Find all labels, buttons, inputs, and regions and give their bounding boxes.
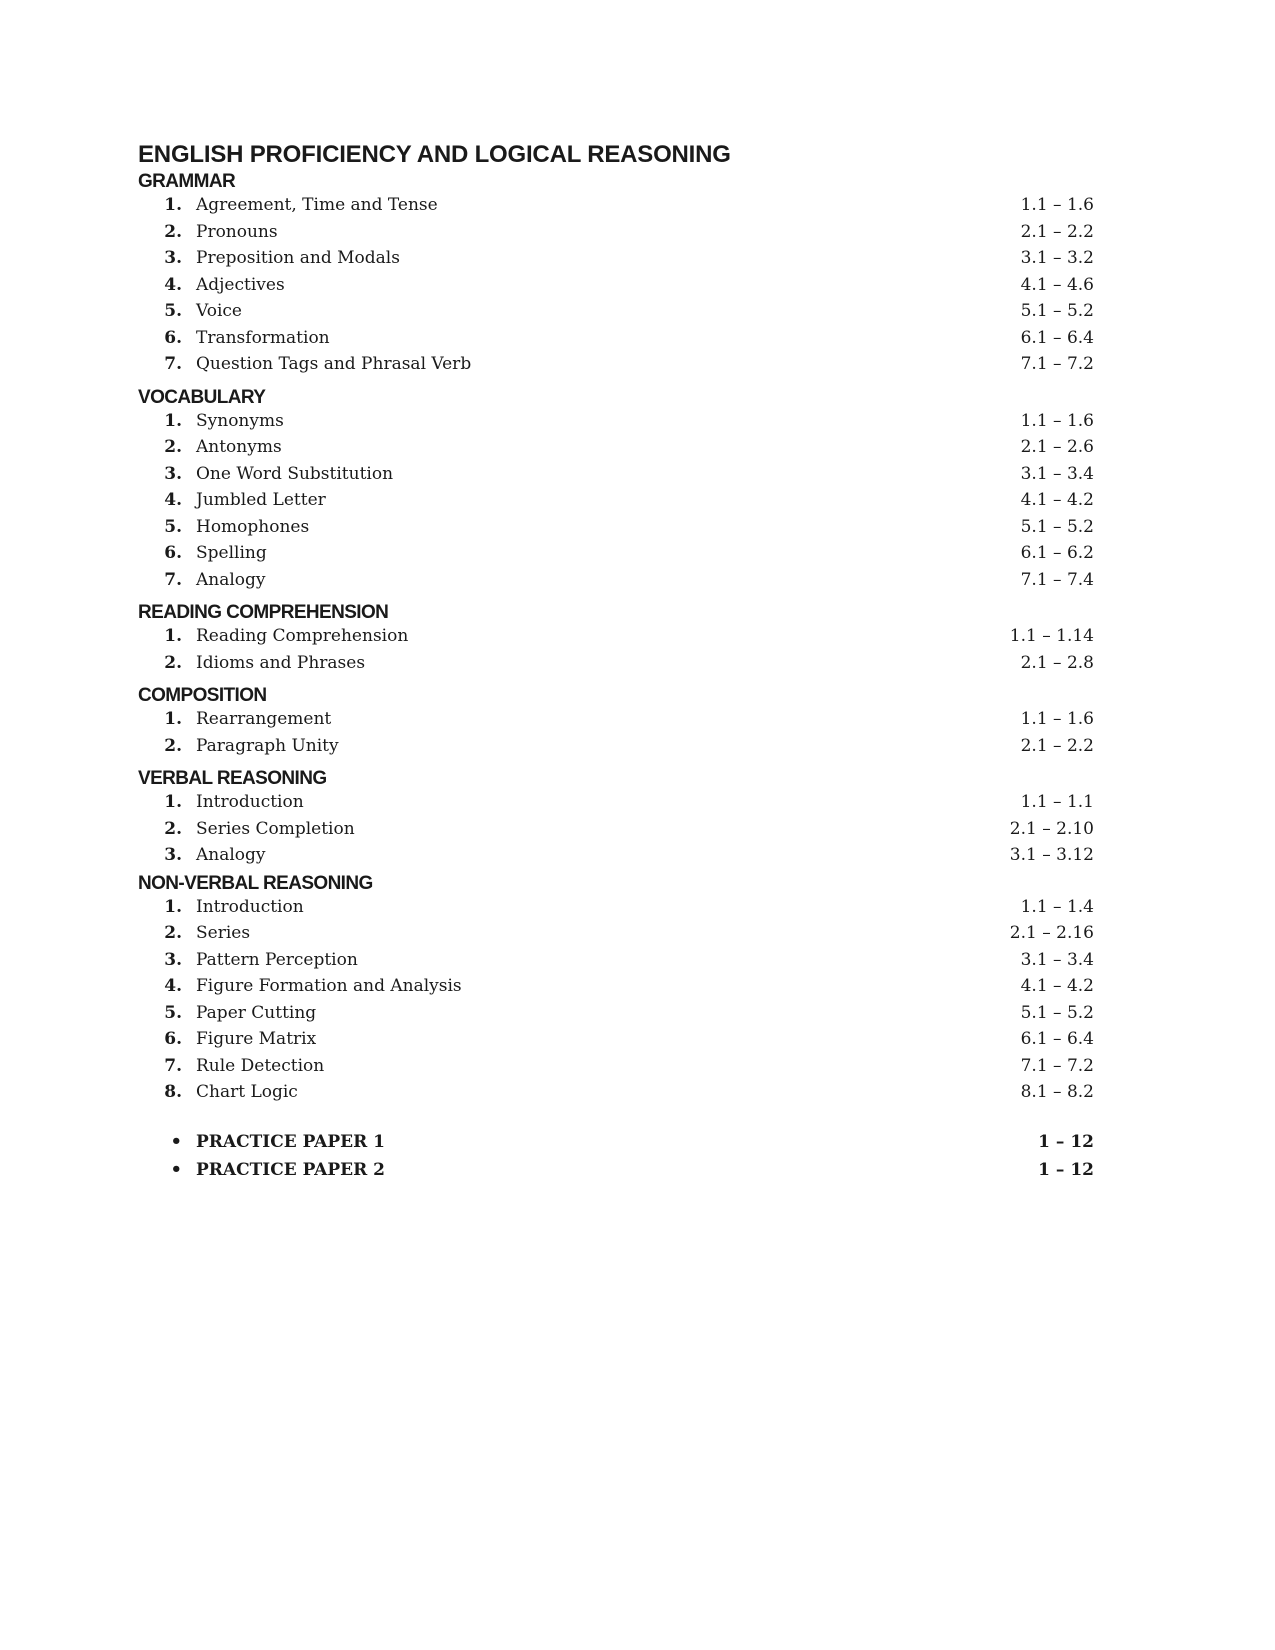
table-of-contents: [138, 140, 1094, 1187]
entry-page-range: 1.1 – 1.6: [1020, 709, 1094, 729]
toc-entry[interactable]: [138, 328, 1094, 355]
entry-number: 1.: [164, 709, 182, 729]
entry-page-range: 1.1 – 1.6: [1020, 410, 1094, 431]
entry-page-range: 4.1 – 4.2: [1020, 490, 1094, 510]
entry-page-range: 1.1 – 1.4: [1020, 896, 1094, 917]
entry-page-range: 5.1 – 5.2: [1020, 1002, 1094, 1023]
entry-number: 2.: [164, 652, 182, 673]
entry-number: 4.: [164, 976, 182, 996]
practice-paper-title: PRACTICE PAPER 1: [196, 1131, 385, 1152]
entry-title: Paragraph Unity: [196, 735, 339, 756]
entry-title: Rule Detection: [196, 1055, 325, 1076]
entry-page-range: 8.1 – 8.2: [1020, 1082, 1094, 1102]
toc-entry[interactable]: [138, 570, 1094, 597]
toc-section-verbal-reasoning: [138, 767, 1094, 872]
entry-title: Pronouns: [196, 221, 278, 242]
section-heading: VOCABULARY: [138, 386, 266, 408]
toc-section-grammar: [138, 170, 1094, 381]
toc-entry[interactable]: [138, 543, 1094, 570]
entry-title: Synonyms: [196, 410, 284, 431]
section-heading: COMPOSITION: [138, 685, 267, 706]
entry-page-range: 2.1 – 2.2: [1020, 221, 1094, 242]
entry-page-range: 3.1 – 3.12: [1009, 845, 1094, 865]
entry-number: 7.: [164, 569, 182, 590]
entry-title: Figure Matrix: [196, 1029, 317, 1049]
toc-entry[interactable]: [138, 1082, 1094, 1109]
practice-paper-entry[interactable]: [138, 1159, 1094, 1187]
entry-number: 4.: [164, 490, 182, 510]
entry-title: Series Completion: [196, 818, 355, 839]
entry-number: 2.: [164, 923, 182, 943]
toc-entry[interactable]: [138, 275, 1094, 302]
toc-entry[interactable]: [138, 819, 1094, 846]
entry-title: Spelling: [196, 543, 267, 563]
entry-title: Agreement, Time and Tense: [196, 195, 438, 215]
bullet-icon: •: [170, 1130, 182, 1152]
entry-number: 1.: [164, 792, 182, 812]
toc-entry[interactable]: [138, 1003, 1094, 1030]
toc-entry[interactable]: [138, 709, 1094, 736]
entry-title: Pattern Perception: [196, 949, 358, 970]
entry-title: Analogy: [196, 569, 266, 590]
entry-title: Adjectives: [196, 274, 285, 295]
entry-number: 5.: [164, 1002, 182, 1023]
entry-number: 7.: [164, 354, 182, 374]
toc-entry[interactable]: [138, 222, 1094, 249]
entry-page-range: 4.1 – 4.6: [1020, 274, 1094, 295]
entry-number: 3.: [164, 248, 182, 268]
entry-title: Introduction: [196, 792, 304, 812]
entry-number: 5.: [164, 301, 182, 321]
entry-title: Series: [196, 923, 251, 943]
entry-page-range: 5.1 – 5.2: [1020, 301, 1094, 321]
toc-sections: [138, 170, 1094, 1109]
toc-entry[interactable]: [138, 845, 1094, 872]
toc-section-reading-comprehension: [138, 601, 1094, 679]
page-title: ENGLISH PROFICIENCY AND LOGICAL REASONING: [138, 141, 731, 168]
practice-papers: [138, 1131, 1094, 1187]
entry-number: 1.: [164, 410, 182, 431]
entry-page-range: 3.1 – 3.4: [1020, 949, 1094, 970]
entry-number: 8.: [164, 1082, 182, 1102]
toc-entry[interactable]: [138, 1056, 1094, 1083]
entry-title: Idioms and Phrases: [196, 652, 366, 673]
toc-entry[interactable]: [138, 897, 1094, 924]
entry-number: 6.: [164, 543, 182, 563]
bullet-icon: •: [170, 1158, 182, 1180]
entry-number: 3.: [164, 949, 182, 970]
practice-paper-page-range: 1 – 12: [1038, 1131, 1094, 1152]
toc-section-non-verbal-reasoning: [138, 872, 1094, 1109]
toc-entry[interactable]: [138, 301, 1094, 328]
entry-title: Preposition and Modals: [196, 248, 400, 268]
toc-entry[interactable]: [138, 1029, 1094, 1056]
entry-title: Jumbled Letter: [196, 490, 326, 510]
entry-number: 2.: [164, 735, 182, 756]
entry-page-range: 2.1 – 2.10: [1009, 818, 1094, 839]
entry-title: Voice: [196, 301, 242, 321]
entry-title: Homophones: [196, 516, 310, 537]
entry-page-range: 5.1 – 5.2: [1020, 516, 1094, 537]
entry-number: 5.: [164, 516, 182, 537]
entry-number: 4.: [164, 274, 182, 295]
entry-page-range: 2.1 – 2.6: [1020, 437, 1094, 457]
practice-paper-page-range: 1 – 12: [1038, 1159, 1094, 1180]
entry-title: Transformation: [196, 327, 330, 348]
entry-page-range: 1.1 – 1.1: [1020, 792, 1094, 812]
toc-entry[interactable]: [138, 792, 1094, 819]
entry-title: Reading Comprehension: [196, 626, 409, 646]
entry-page-range: 3.1 – 3.2: [1020, 248, 1094, 268]
section-heading: VERBAL REASONING: [138, 768, 327, 789]
toc-entry[interactable]: [138, 736, 1094, 763]
entry-title: Figure Formation and Analysis: [196, 976, 462, 996]
entry-page-range: 2.1 – 2.8: [1020, 652, 1094, 673]
toc-entry[interactable]: [138, 626, 1094, 653]
entry-number: 2.: [164, 818, 182, 839]
entry-title: Introduction: [196, 896, 304, 917]
entry-number: 2.: [164, 437, 182, 457]
toc-entry[interactable]: [138, 248, 1094, 275]
toc-entry[interactable]: [138, 923, 1094, 950]
toc-entry[interactable]: [138, 411, 1094, 438]
entry-title: Rearrangement: [196, 709, 332, 729]
entry-number: 1.: [164, 626, 182, 646]
entry-page-range: 6.1 – 6.2: [1020, 543, 1094, 563]
entry-page-range: 7.1 – 7.2: [1020, 1055, 1094, 1076]
toc-entry[interactable]: [138, 490, 1094, 517]
entry-page-range: 2.1 – 2.16: [1009, 923, 1094, 943]
entry-number: 2.: [164, 221, 182, 242]
practice-paper-title: PRACTICE PAPER 2: [196, 1159, 385, 1180]
entry-page-range: 7.1 – 7.4: [1020, 569, 1094, 590]
entry-page-range: 4.1 – 4.2: [1020, 976, 1094, 996]
toc-entry[interactable]: [138, 195, 1094, 222]
toc-entry[interactable]: [138, 976, 1094, 1003]
entry-number: 1.: [164, 195, 182, 215]
toc-entry[interactable]: [138, 950, 1094, 977]
toc-entry[interactable]: [138, 437, 1094, 464]
entry-page-range: 7.1 – 7.2: [1020, 354, 1094, 374]
entry-number: 6.: [164, 327, 182, 348]
entry-page-range: 3.1 – 3.4: [1020, 463, 1094, 484]
toc-entry[interactable]: [138, 354, 1094, 381]
entry-number: 7.: [164, 1055, 182, 1076]
entry-page-range: 6.1 – 6.4: [1020, 327, 1094, 348]
toc-entry[interactable]: [138, 653, 1094, 680]
entry-page-range: 1.1 – 1.6: [1020, 195, 1094, 215]
entry-title: Paper Cutting: [196, 1002, 317, 1023]
practice-paper-entry[interactable]: [138, 1131, 1094, 1159]
entry-title: Chart Logic: [196, 1082, 298, 1102]
entry-title: One Word Substitution: [196, 463, 394, 484]
section-heading: GRAMMAR: [138, 171, 236, 192]
entry-number: 6.: [164, 1029, 182, 1049]
entry-title: Question Tags and Phrasal Verb: [196, 354, 472, 374]
entry-title: Analogy: [196, 845, 266, 865]
toc-section-composition: [138, 684, 1094, 762]
entry-page-range: 2.1 – 2.2: [1020, 735, 1094, 756]
toc-section-vocabulary: [138, 386, 1094, 597]
entry-number: 1.: [164, 896, 182, 917]
entry-title: Antonyms: [196, 437, 282, 457]
entry-number: 3.: [164, 845, 182, 865]
entry-page-range: 1.1 – 1.14: [1009, 626, 1094, 646]
toc-entry[interactable]: [138, 517, 1094, 544]
section-heading: NON-VERBAL REASONING: [138, 872, 373, 894]
entry-number: 3.: [164, 463, 182, 484]
toc-entry[interactable]: [138, 464, 1094, 491]
section-heading: READING COMPREHENSION: [138, 602, 389, 623]
entry-page-range: 6.1 – 6.4: [1020, 1029, 1094, 1049]
